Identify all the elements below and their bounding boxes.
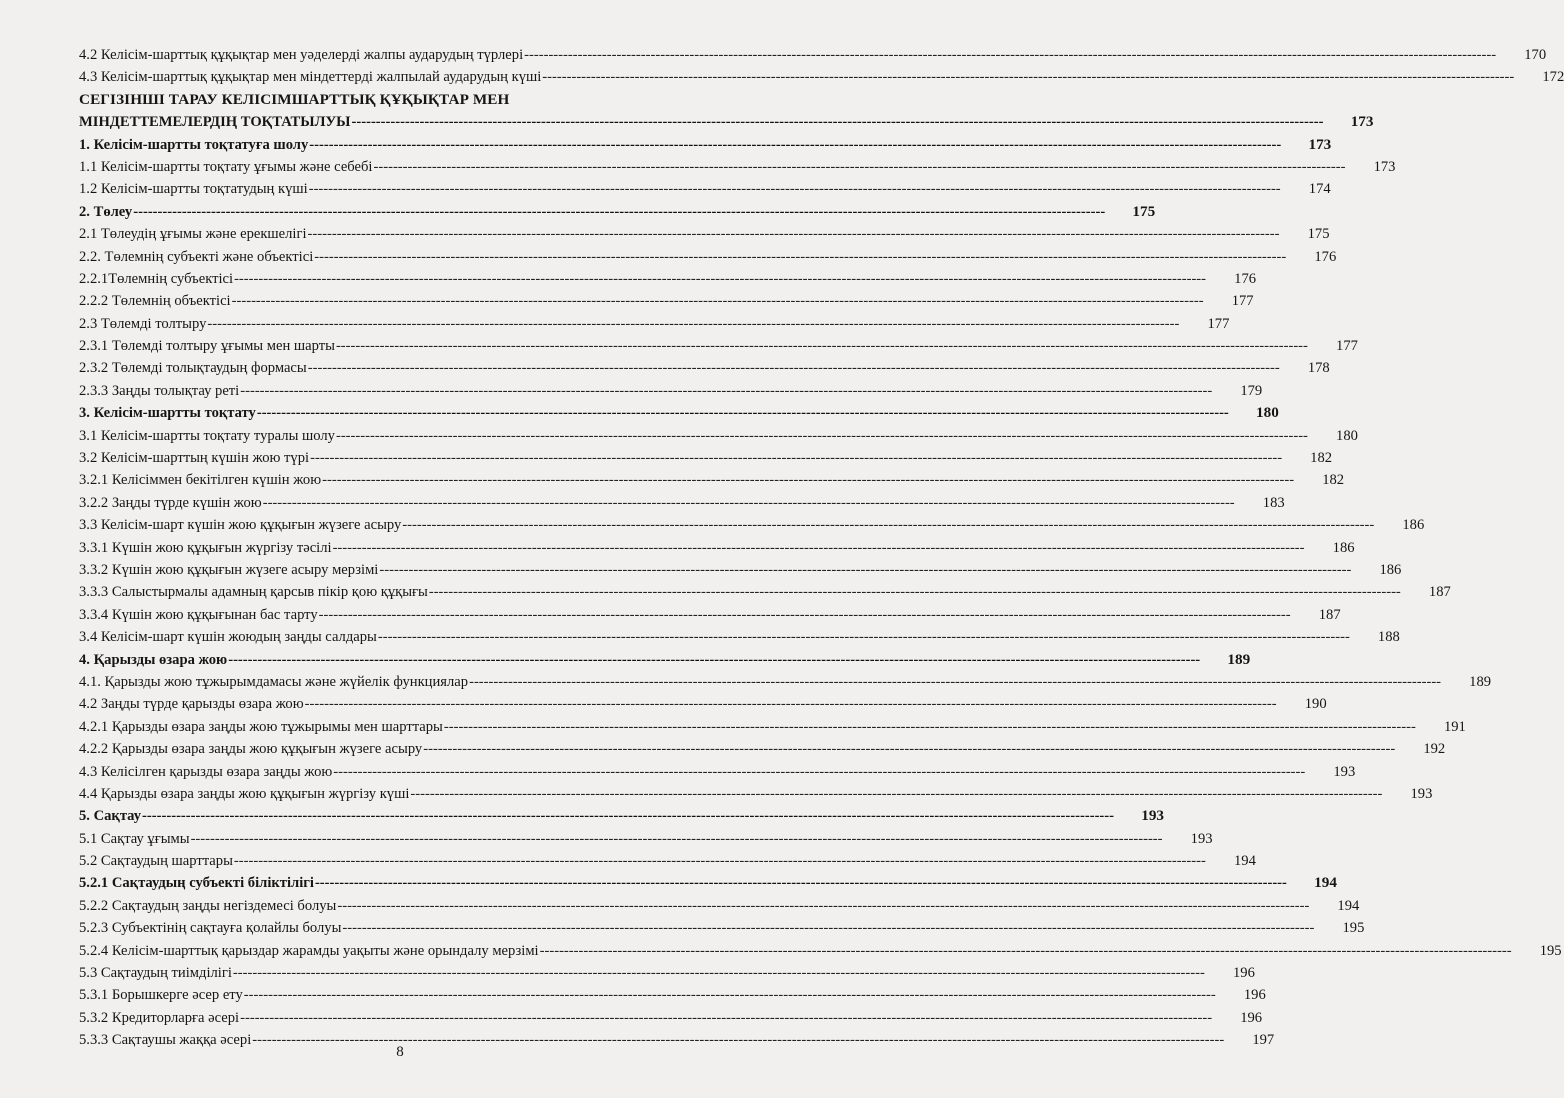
toc-pre-entries — [79, 44, 1564, 89]
toc-entry-title: 5.2.4 Келісім-шарттық қарыздар жарамды уақыты және орындалу мерзімі — [79, 942, 539, 959]
leader-dashes: -------------------------------------------------------------------------------------------------------------------------------------------------------------------------------------------------------- — [190, 830, 1163, 847]
toc-entry-page: 196 — [1232, 965, 1255, 982]
toc-entry-title: 5.1 Сақтау ұғымы — [79, 830, 190, 847]
chapter-heading-text: МІНДЕТТЕМЕЛЕРДІҢ ТОҚТАТЫЛУЫ — [79, 114, 351, 131]
toc-entry-title: 4.2 Заңды түрде қарызды өзара жою — [79, 696, 304, 713]
leader-dashes: -------------------------------------------------------------------------------------------------------------------------------------------------------------------------------------------------------- — [207, 315, 1180, 332]
leader-dashes: -------------------------------------------------------------------------------------------------------------------------------------------------------------------------------------------------------- — [469, 673, 1442, 690]
toc-entry-page: 192 — [1423, 741, 1446, 758]
leader-dashes: -------------------------------------------------------------------------------------------------------------------------------------------------------------------------------------------------------- — [377, 629, 1350, 646]
toc-entry-page: 177 — [1231, 293, 1254, 310]
toc-entry-page: 186 — [1332, 539, 1355, 556]
toc-entry-page: 176 — [1314, 248, 1337, 265]
leader-dashes: -------------------------------------------------------------------------------------------------------------------------------------------------------------------------------------------------------- — [379, 561, 1352, 578]
toc-entry-title: 5.2.2 Сақтаудың заңды негіздемесі болуы — [79, 897, 337, 914]
leader-dashes: -------------------------------------------------------------------------------------------------------------------------------------------------------------------------------------------------------- — [133, 203, 1106, 220]
leader-dashes: -------------------------------------------------------------------------------------------------------------------------------------------------------------------------------------------------------- — [256, 405, 1229, 422]
page-number: 8 — [396, 1044, 404, 1060]
toc-entry-page: 182 — [1322, 472, 1345, 489]
toc-entry-title: 3.2 Келісім-шарттың күшін жою түрі — [79, 450, 310, 467]
toc-entry-title: 2.3.2 Төлемді толықтаудың формасы — [79, 360, 307, 377]
leader-dashes: -------------------------------------------------------------------------------------------------------------------------------------------------------------------------------------------------------- — [142, 808, 1115, 825]
leader-dashes: -------------------------------------------------------------------------------------------------------------------------------------------------------------------------------------------------------- — [252, 1032, 1225, 1049]
leader-dashes: -------------------------------------------------------------------------------------------------------------------------------------------------------------------------------------------------------- — [234, 270, 1207, 287]
toc-entry-title: 2.2. Төлемнің субъекті және объектісі — [79, 248, 314, 265]
toc-entry — [79, 693, 1327, 715]
toc-entry — [79, 514, 1425, 536]
toc-entry-title: 2.3 Төлемді толтыру — [79, 315, 207, 332]
toc-entry-title: 5. Сақтау — [79, 808, 142, 825]
toc-entry-title: 4.1. Қарызды жою тұжырымдамасы және жүйелік функциялар — [79, 673, 469, 690]
toc-entry-title: 3.4 Келісім-шарт күшін жоюдың заңды салдары — [79, 629, 377, 646]
leader-dashes: -------------------------------------------------------------------------------------------------------------------------------------------------------------------------------------------------------- — [307, 360, 1280, 377]
toc-entry — [79, 246, 1337, 268]
toc-entry — [79, 469, 1345, 491]
toc-entry-page: 196 — [1243, 987, 1266, 1004]
toc-entry-title: 3.2.2 Заңды түрде күшін жою — [79, 494, 262, 511]
toc-entry — [79, 805, 1165, 827]
toc-entry-title: 3.3.2 Күшін жою құқығын жүзеге асыру мерзімі — [79, 561, 379, 578]
toc-entry-title: 5.3.1 Борышкерге әсер ету — [79, 987, 243, 1004]
toc-entry-page: 194 — [1233, 853, 1256, 870]
toc-entry-title: 2.1 Төлеудің ұғымы және ерекшелігі — [79, 226, 307, 243]
toc-entry — [79, 313, 1230, 335]
toc-entry-title: 4.3 Келісілген қарызды өзара заңды жою — [79, 763, 333, 780]
toc-entry — [79, 872, 1337, 894]
leader-dashes: -------------------------------------------------------------------------------------------------------------------------------------------------------------------------------------------------------- — [337, 897, 1310, 914]
toc-entry-title: 3.3.1 Күшін жою құқығын жүргізу тәсілі — [79, 539, 332, 556]
toc-entry — [79, 962, 1255, 984]
toc-entry-page: 187 — [1428, 584, 1451, 601]
toc-entry-page: 177 — [1207, 315, 1230, 332]
toc-entry-page: 194 — [1314, 874, 1337, 892]
toc-entry — [79, 940, 1562, 962]
leader-dashes: -------------------------------------------------------------------------------------------------------------------------------------------------------------------------------------------------------- — [240, 382, 1213, 399]
toc-entry-title: 4.2.2 Қарызды өзара заңды жою құқығын жүзеге асыру — [79, 741, 423, 758]
toc-entry — [79, 895, 1360, 917]
toc-entry — [79, 761, 1356, 783]
toc-entry-title: 4.4 Қарызды өзара заңды жою құқығын жүргізу күші — [79, 785, 410, 802]
toc-entry-title: 1. Келісім-шартты тоқтатуға шолу — [79, 136, 309, 153]
toc-entry-page: 193 — [1333, 763, 1356, 780]
toc-entry-page: 179 — [1240, 382, 1263, 399]
toc-entry — [79, 492, 1285, 514]
toc-entry-title: 4.3 Келісім-шарттық құқықтар мен міндеттерді жалпылай аударудың күші — [79, 69, 542, 86]
leader-dashes: -------------------------------------------------------------------------------------------------------------------------------------------------------------------------------------------------------- — [308, 181, 1281, 198]
toc-entry-title: 4.2.1 Қарызды өзара заңды жою тұжырымы мен шарттары — [79, 718, 443, 735]
leader-dashes: -------------------------------------------------------------------------------------------------------------------------------------------------------------------------------------------------------- — [314, 875, 1287, 892]
toc-entry — [79, 335, 1358, 357]
toc-entry — [79, 357, 1330, 379]
toc-entry-page: 190 — [1304, 696, 1327, 713]
toc-entry-page: 172 — [1542, 69, 1564, 86]
toc-entry-title: 1.2 Келісім-шартты тоқтатудың күші — [79, 181, 308, 198]
leader-dashes: -------------------------------------------------------------------------------------------------------------------------------------------------------------------------------------------------------- — [262, 494, 1235, 511]
leader-dashes: -------------------------------------------------------------------------------------------------------------------------------------------------------------------------------------------------------- — [318, 606, 1291, 623]
leader-dashes: -------------------------------------------------------------------------------------------------------------------------------------------------------------------------------------------------------- — [228, 651, 1201, 668]
toc-entry-page: 173 — [1308, 135, 1332, 153]
toc-entry — [79, 626, 1400, 648]
toc-entry — [79, 134, 1332, 156]
leader-dashes: -------------------------------------------------------------------------------------------------------------------------------------------------------------------------------------------------------- — [443, 718, 1416, 735]
leader-dashes: -------------------------------------------------------------------------------------------------------------------------------------------------------------------------------------------------------- — [542, 69, 1515, 86]
toc-entry-title: 2.3.1 Төлемді толтыру ұғымы мен шарты — [79, 338, 335, 355]
leader-dashes: -------------------------------------------------------------------------------------------------------------------------------------------------------------------------------------------------------- — [309, 136, 1282, 153]
leader-dashes: -------------------------------------------------------------------------------------------------------------------------------------------------------------------------------------------------------- — [332, 539, 1305, 556]
toc-entry — [79, 66, 1564, 88]
leader-dashes: -------------------------------------------------------------------------------------------------------------------------------------------------------------------------------------------------------- — [351, 114, 1324, 131]
toc-entry-title: 3.3.4 Күшін жою құқығынан бас тарту — [79, 606, 318, 623]
table-of-contents — [79, 44, 1564, 1052]
toc-entry — [79, 290, 1254, 312]
toc-entry-page: 177 — [1336, 338, 1358, 355]
toc-entry-title: 5.2.3 Субъектінің сақтауға қолайлы болуы — [79, 920, 342, 937]
toc-entry-page: 194 — [1337, 897, 1360, 914]
toc-entry — [79, 156, 1396, 178]
toc-entry-page: 188 — [1377, 629, 1400, 646]
toc-entry-page: 186 — [1379, 561, 1402, 578]
toc-entry — [79, 716, 1466, 738]
leader-dashes: -------------------------------------------------------------------------------------------------------------------------------------------------------------------------------------------------------- — [342, 920, 1315, 937]
toc-entry — [79, 738, 1446, 760]
toc-entry-page: 189 — [1469, 673, 1492, 690]
leader-dashes: -------------------------------------------------------------------------------------------------------------------------------------------------------------------------------------------------------- — [314, 248, 1287, 265]
leader-dashes: -------------------------------------------------------------------------------------------------------------------------------------------------------------------------------------------------------- — [423, 741, 1396, 758]
toc-entry — [79, 649, 1251, 671]
toc-entry-page: 173 — [1373, 158, 1396, 175]
toc-entry-title: 5.2 Сақтаудың шарттары — [79, 853, 233, 870]
toc-entry-page: 195 — [1539, 942, 1562, 959]
toc-entry — [79, 268, 1257, 290]
leader-dashes: -------------------------------------------------------------------------------------------------------------------------------------------------------------------------------------------------------- — [243, 987, 1216, 1004]
chapter-heading-page: 173 — [1350, 113, 1374, 131]
toc-entry-page: 176 — [1234, 270, 1257, 287]
leader-dashes: -------------------------------------------------------------------------------------------------------------------------------------------------------------------------------------------------------- — [402, 517, 1375, 534]
toc-entry-page: 182 — [1310, 450, 1333, 467]
leader-dashes: -------------------------------------------------------------------------------------------------------------------------------------------------------------------------------------------------------- — [373, 158, 1346, 175]
toc-entry — [79, 783, 1433, 805]
toc-entry-title: 5.2.1 Сақтаудың субъекті біліктілігі — [79, 875, 314, 892]
toc-entry-title: 3.1 Келісім-шартты тоқтату туралы шолу — [79, 427, 335, 444]
leader-dashes: -------------------------------------------------------------------------------------------------------------------------------------------------------------------------------------------------------- — [539, 942, 1512, 959]
toc-entry-page: 196 — [1240, 1009, 1263, 1026]
toc-entry-title: 2. Төлеу — [79, 203, 133, 220]
toc-entry — [79, 178, 1331, 200]
toc-entry — [79, 828, 1213, 850]
leader-dashes: -------------------------------------------------------------------------------------------------------------------------------------------------------------------------------------------------------- — [524, 47, 1497, 63]
toc-entry — [79, 201, 1156, 223]
toc-entry — [79, 402, 1279, 424]
toc-entry — [79, 581, 1451, 603]
leader-dashes: -------------------------------------------------------------------------------------------------------------------------------------------------------------------------------------------------------- — [233, 853, 1206, 870]
toc-entry — [79, 850, 1256, 872]
leader-dashes: -------------------------------------------------------------------------------------------------------------------------------------------------------------------------------------------------------- — [240, 1009, 1213, 1026]
toc-entry-title: 4. Қарызды өзара жою — [79, 651, 228, 668]
toc-entry — [79, 380, 1263, 402]
toc-entry-page: 193 — [1141, 807, 1165, 825]
toc-entry-page: 187 — [1318, 606, 1341, 623]
toc-entry-page: 178 — [1307, 360, 1330, 377]
leader-dashes: -------------------------------------------------------------------------------------------------------------------------------------------------------------------------------------------------------- — [310, 450, 1283, 467]
leader-dashes: -------------------------------------------------------------------------------------------------------------------------------------------------------------------------------------------------------- — [232, 965, 1205, 982]
toc-entry-title: 2.2.2 Төлемнің объектісі — [79, 293, 231, 310]
toc-entry-page: 193 — [1190, 830, 1213, 847]
toc-entry-page: 193 — [1410, 785, 1433, 802]
leader-dashes: -------------------------------------------------------------------------------------------------------------------------------------------------------------------------------------------------------- — [428, 584, 1401, 601]
toc-entries — [79, 134, 1562, 1052]
toc-entry-title: 3.3.3 Салыстырмалы адамның қарсыв пікір қою құқығы — [79, 584, 428, 601]
toc-entry-page: 174 — [1308, 181, 1331, 198]
toc-entry — [79, 559, 1402, 581]
toc-entry — [79, 671, 1492, 693]
toc-entry-page: 197 — [1252, 1032, 1275, 1049]
toc-entry-page: 180 — [1336, 427, 1358, 444]
leader-dashes: -------------------------------------------------------------------------------------------------------------------------------------------------------------------------------------------------------- — [410, 785, 1383, 802]
leader-dashes: -------------------------------------------------------------------------------------------------------------------------------------------------------------------------------------------------------- — [304, 696, 1277, 713]
toc-entry-title: 2.3.3 Заңды толықтау реті — [79, 382, 240, 399]
toc-entry — [79, 223, 1330, 245]
toc-entry-title: 3. Келісім-шартты тоқтату — [79, 405, 256, 422]
toc-entry — [79, 1007, 1263, 1029]
toc-entry — [79, 604, 1341, 626]
chapter-heading-line2 — [79, 111, 1374, 133]
leader-dashes: -------------------------------------------------------------------------------------------------------------------------------------------------------------------------------------------------------- — [335, 427, 1308, 444]
leader-dashes: -------------------------------------------------------------------------------------------------------------------------------------------------------------------------------------------------------- — [322, 472, 1295, 489]
toc-entry-title: 3.2.1 Келісіммен бекітілген күшін жою — [79, 472, 322, 489]
toc-entry — [79, 984, 1266, 1006]
toc-entry-page: 175 — [1132, 202, 1156, 220]
toc-entry-title: 3.3 Келісім-шарт күшін жою құқығын жүзеге асыру — [79, 517, 402, 534]
toc-entry-title: 5.3.2 Кредиторларға әсері — [79, 1009, 240, 1026]
toc-entry-page: 191 — [1443, 718, 1466, 735]
toc-entry-title: 5.3.3 Сақтаушы жаққа әсері — [79, 1032, 252, 1049]
leader-dashes: -------------------------------------------------------------------------------------------------------------------------------------------------------------------------------------------------------- — [335, 338, 1308, 355]
toc-entry — [79, 447, 1333, 469]
toc-entry-page: 170 — [1524, 47, 1547, 63]
toc-entry-page: 189 — [1227, 650, 1251, 668]
toc-entry-title: 4.2 Келісім-шарттық құқықтар мен уәделерді жалпы аударудың түрлері — [79, 47, 524, 63]
toc-entry — [79, 537, 1355, 559]
toc-entry-title: 1.1 Келісім-шартты тоқтату ұғымы және себебі — [79, 158, 373, 175]
toc-entry-page: 180 — [1256, 404, 1279, 422]
toc-entry-title: 5.3 Сақтаудың тиімділігі — [79, 965, 232, 982]
leader-dashes: -------------------------------------------------------------------------------------------------------------------------------------------------------------------------------------------------------- — [307, 226, 1280, 243]
toc-entry-page: 183 — [1262, 494, 1285, 511]
toc-entry — [79, 425, 1358, 447]
toc-entry-page: 195 — [1342, 920, 1365, 937]
leader-dashes: -------------------------------------------------------------------------------------------------------------------------------------------------------------------------------------------------------- — [333, 763, 1306, 780]
chapter-heading-line1: СЕГІЗІНШІ ТАРАУ КЕЛІСІМШАРТТЫҚ ҚҰҚЫҚТАР МЕН — [79, 90, 510, 108]
toc-entry-title: 2.2.1Төлемнің субъектісі — [79, 270, 234, 287]
toc-entry — [79, 917, 1365, 939]
toc-entry — [79, 44, 1547, 66]
toc-entry-page: 186 — [1402, 517, 1425, 534]
leader-dashes: -------------------------------------------------------------------------------------------------------------------------------------------------------------------------------------------------------- — [231, 293, 1204, 310]
toc-entry-page: 175 — [1307, 226, 1330, 243]
